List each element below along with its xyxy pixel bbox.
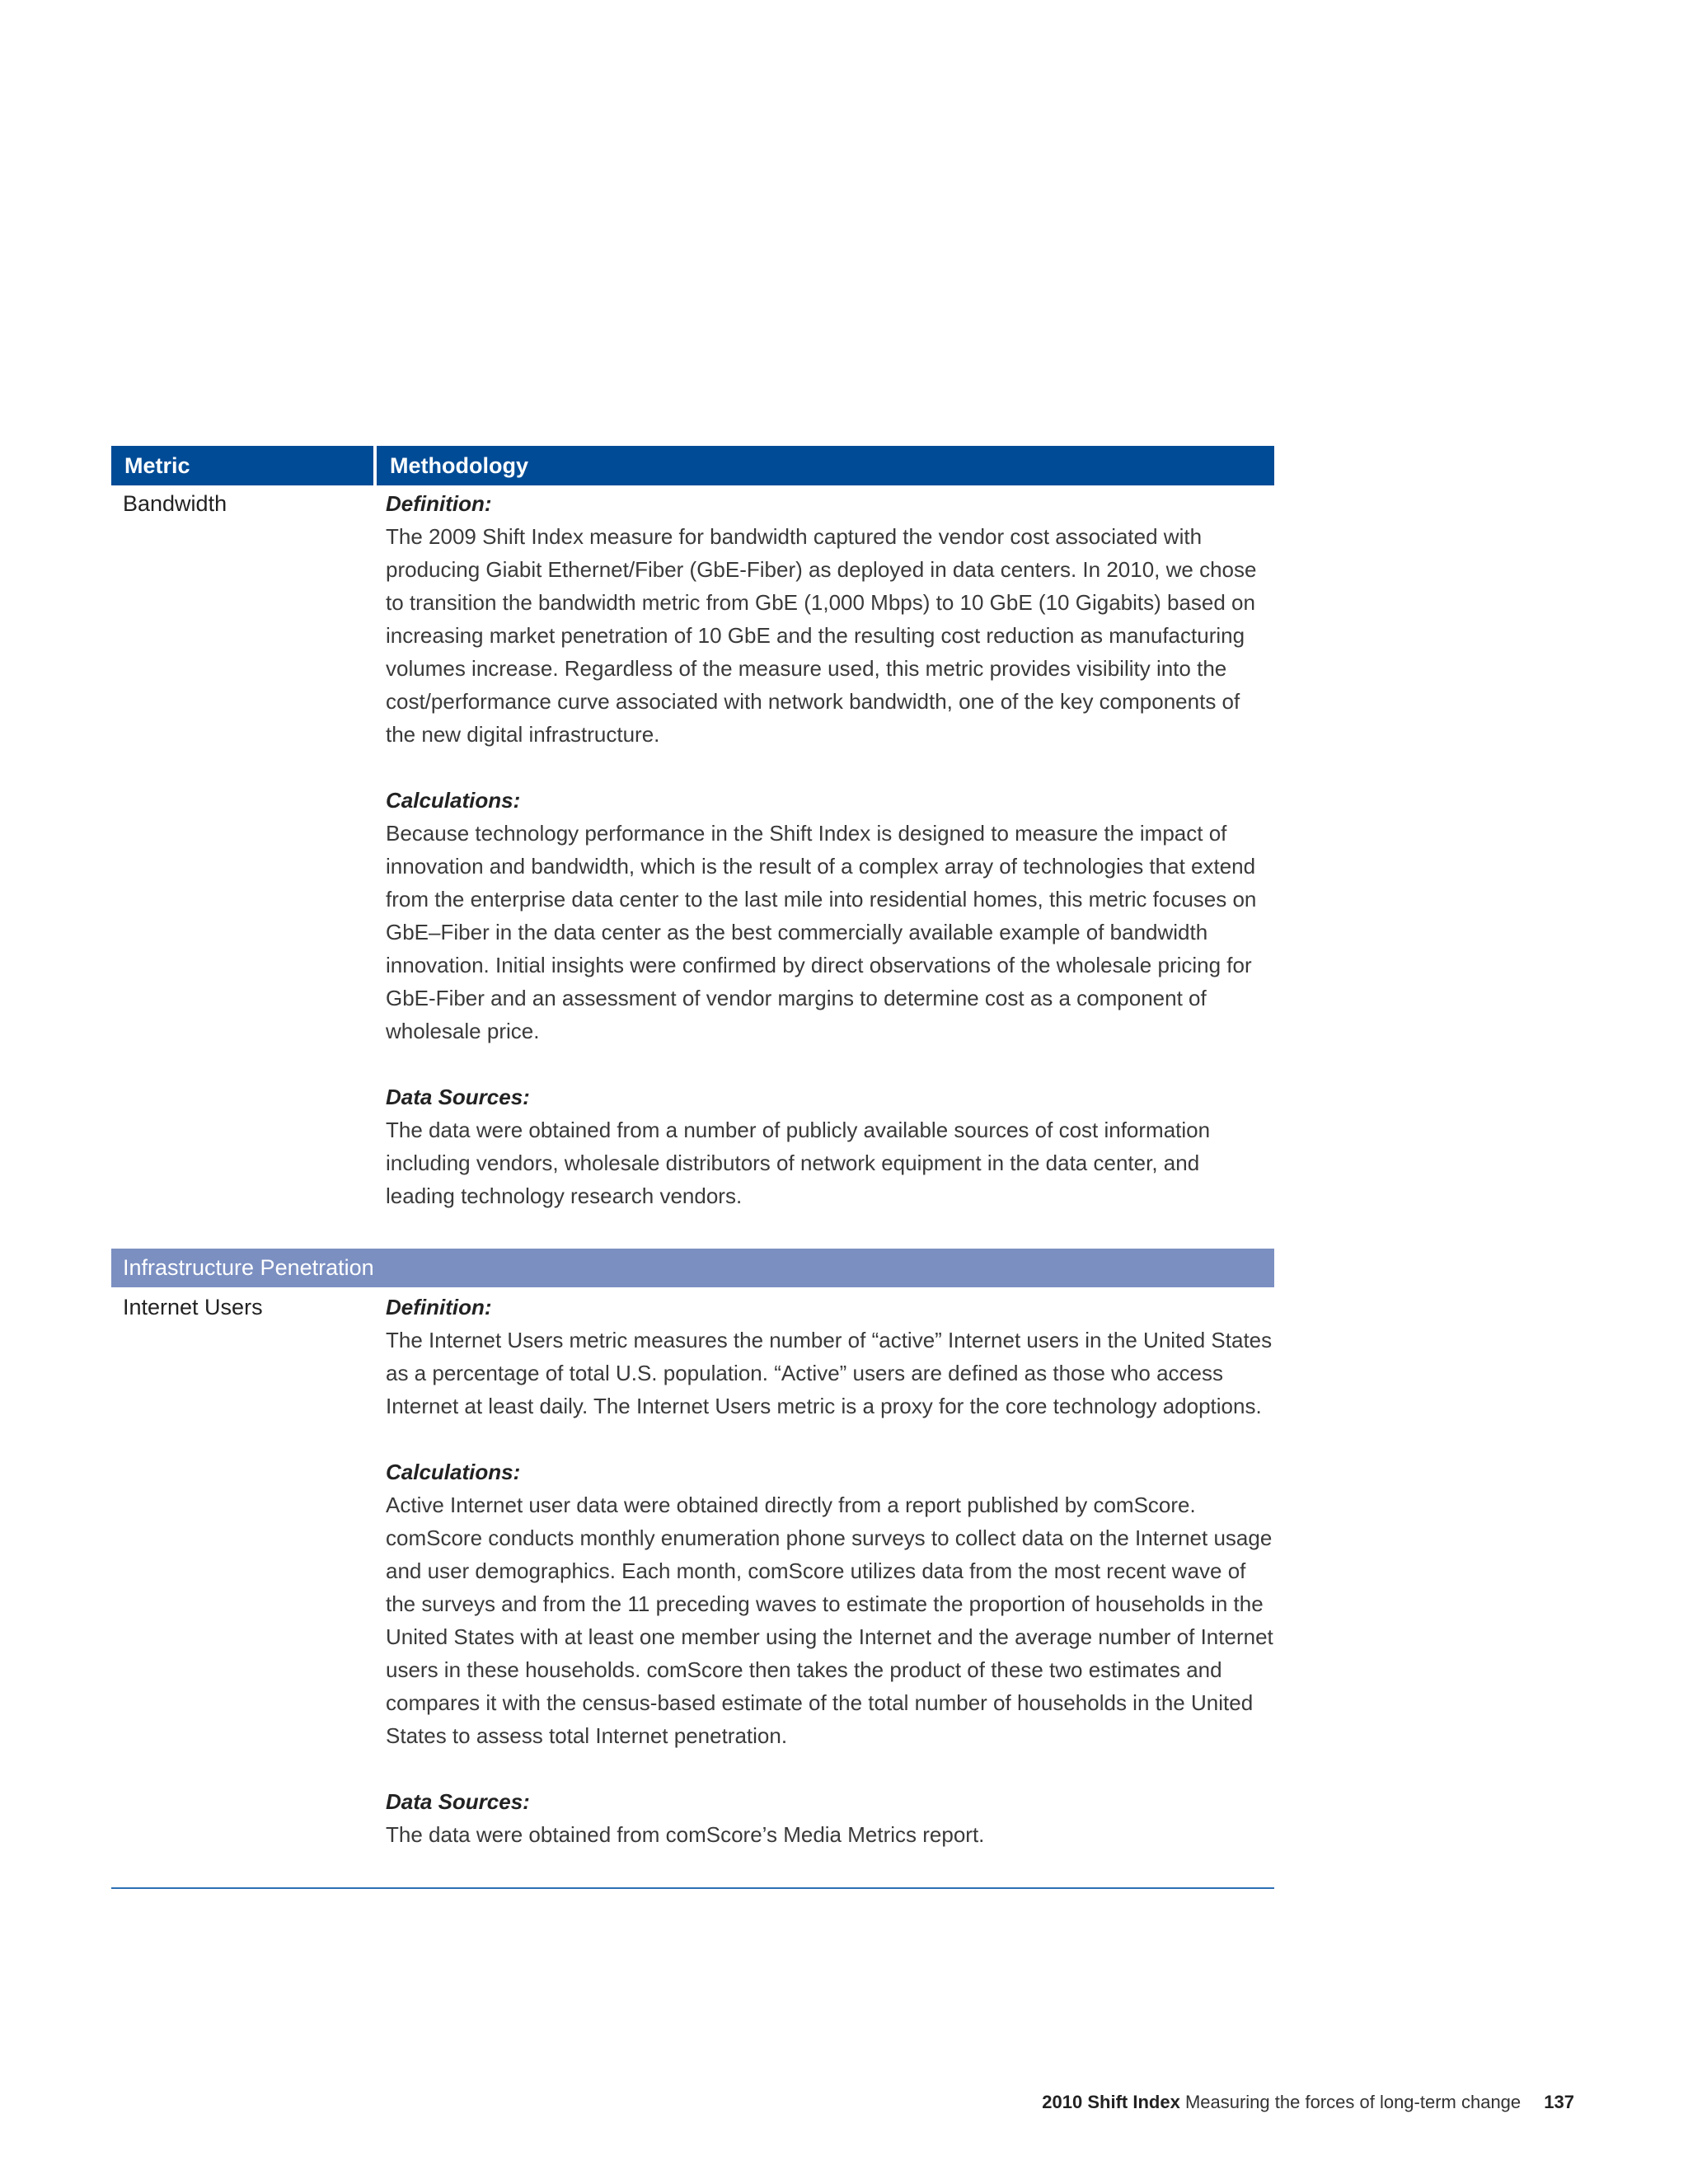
data-sources-text: The data were obtained from a number of publicly available sources of cost information including vendors, wholesale distributors of network equipment in the data center, and leading technology research vendors. bbox=[386, 1118, 1211, 1208]
calculations-heading: Calculations: bbox=[386, 1460, 521, 1484]
table-row-internet-users bbox=[111, 1287, 1274, 1851]
table-bottom-rule bbox=[111, 1887, 1274, 1889]
data-sources-heading: Data Sources: bbox=[386, 1085, 530, 1109]
calculations-text: Because technology performance in the Shift Index is designed to measure the impact of innovation and bandwidth, which is the result of a complex array of technologies that extend from the enterprise data center to the last mile into residential homes, this metric focuses on GbE–Fiber in the data center as the best commercially available example of bandwidth innovation. Initial insights were confirmed by direct observations of the wholesale pricing for GbE-Fiber and an assessment of vendor margins to determine cost as a component of wholesale price. bbox=[386, 821, 1257, 1043]
table-row-bandwidth bbox=[111, 485, 1274, 1212]
definition-text: The 2009 Shift Index measure for bandwidth captured the vendor cost associated with producing Giabit Ethernet/Fiber (GbE-Fiber) as deployed in data centers. In 2010, we chose to transition the bandwidth metric from GbE (1,000 Mbps) to 10 GbE (10 Gigabits) based on increasing market penetration of 10 GbE and the resulting cost reduction as manufacturing volumes increase. Regardless of the measure used, this metric provides visibility into the cost/performance curve associated with network bandwidth, one of the key components of the new digital infrastructure. bbox=[386, 524, 1257, 747]
metric-name: Internet Users bbox=[123, 1295, 263, 1319]
methodology-cell bbox=[386, 487, 1274, 1212]
methodology-column-header: Methodology bbox=[377, 446, 1274, 485]
definition-heading: Definition: bbox=[386, 491, 492, 516]
footer-subtitle: Measuring the forces of long-term change bbox=[1184, 2092, 1522, 2112]
table-header-row bbox=[111, 446, 1274, 485]
page-footer bbox=[1042, 2091, 1574, 2114]
definition-text: The Internet Users metric measures the number of “active” Internet users in the United States as a percentage of total U.S. population. “Active” users are defined as those who access Internet at least daily. The Internet Users metric is a proxy for the core technology adoptions. bbox=[386, 1328, 1273, 1418]
footer-title: 2010 Shift Index bbox=[1042, 2092, 1180, 2112]
definition-heading: Definition: bbox=[386, 1295, 492, 1319]
methodology-table bbox=[111, 446, 1274, 1889]
category-bar: Infrastructure Penetration bbox=[111, 1249, 1274, 1287]
methodology-cell bbox=[386, 1291, 1274, 1851]
data-sources-heading: Data Sources: bbox=[386, 1789, 530, 1814]
page-number: 137 bbox=[1544, 2092, 1574, 2112]
calculations-text: Active Internet user data were obtained directly from a report published by comScore. comScore conducts monthly enumeration phone surveys to collect data on the Internet usage and user demographics. Each month, comScore utilizes data from the most recent wave of the surveys and from the 11 preceding waves to estimate the proportion of households in the United States with at least one member using the Internet and the average number of Internet users in these households. comScore then takes the product of these two estimates and compares it with the census-based estimate of the total number of households in the United States to assess total Internet penetration. bbox=[386, 1493, 1273, 1748]
calculations-heading: Calculations: bbox=[386, 788, 521, 813]
data-sources-text: The data were obtained from comScore’s Media Metrics report. bbox=[386, 1822, 985, 1847]
metric-name: Bandwidth bbox=[123, 491, 227, 516]
metric-column-header: Metric bbox=[111, 446, 373, 485]
